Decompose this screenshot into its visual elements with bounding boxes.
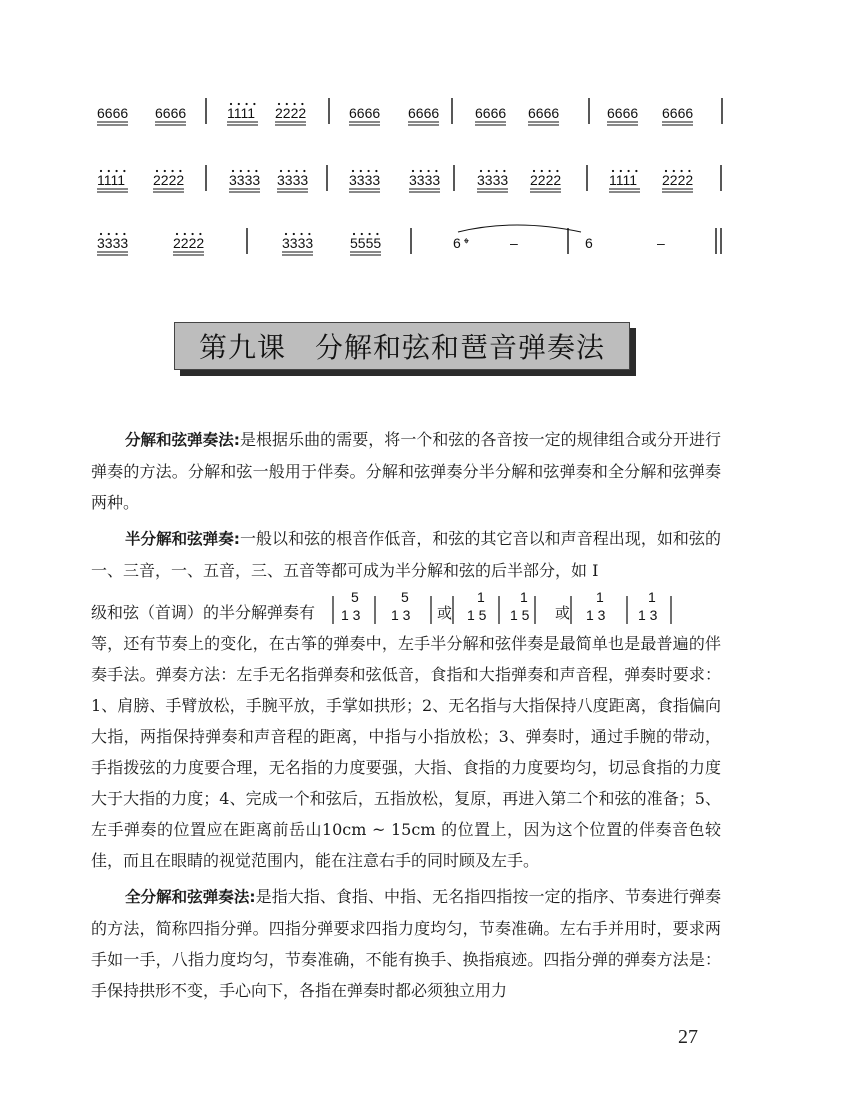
score-note: 6	[585, 235, 593, 251]
chord-bottom-notes: 1 3	[341, 607, 361, 623]
paragraph-text: 等，还有节奏上的变化，在古筝的弹奏中，左手半分解和弦伴奏是最简单也是最普遍的伴奏手法。弹奏方法：左手无名指弹奏和弦低音，食指和大指弹奏和声音程，弹奏时要求：1、肩膀、手臂放松，手腕平放，手掌如拱形；2、无名指与大指保持八度距离，食指偏向大指，两指保持弹奏和声音程的距离，中指与小指放松；3、弹奏时，通过手腕的带动，手指拨弦的力度要合理，无名指的力度要强，大指、食指的力度要均匀，切忌食指的力度大于大指的力度；4、完成一个和弦后，五指放松，复原，再进入第二个和弦的准备；5、左手弹奏的位置应在距离前岳山10cm ~ 15cm 的位置上，因为这个位置的伴奏音色较佳，而且在眼睛的视觉范围内，能在注意右手的同时顾及左手。	[91, 634, 721, 870]
score-note: 6	[453, 235, 461, 251]
score-note: 3333	[277, 172, 309, 188]
score-note: 3333	[229, 172, 261, 188]
score-note: 3333	[282, 235, 314, 251]
chord-example-label: 级和弦（首调）的半分解弹奏有	[91, 603, 316, 622]
octave-dot	[278, 103, 280, 105]
octave-dot	[255, 170, 257, 172]
octave-dot	[503, 170, 505, 172]
octave-dot	[428, 170, 430, 172]
octave-dot	[368, 170, 370, 172]
score-row	[97, 225, 721, 255]
score-row	[97, 165, 721, 192]
octave-dot	[681, 170, 683, 172]
octave-dot	[412, 170, 414, 172]
octave-dot	[612, 170, 614, 172]
paragraph-text: 一般以和弦的根音作低音，和弦的其它音以和声音程出现，如和弦的一、三音，一、五音，三、五音等都可成为半分解和弦的后半部分，如 I	[91, 529, 721, 580]
term-half-decomposed: 半分解和弦弹奏:	[125, 530, 240, 548]
score-note: 2222	[275, 105, 307, 121]
score-note: 6666	[408, 105, 440, 121]
octave-dot	[192, 233, 194, 235]
octave-dot	[240, 170, 242, 172]
score-note: 3333	[349, 172, 381, 188]
term-full-decomposed: 全分解和弦弹奏法:	[125, 888, 256, 906]
octave-dot	[100, 170, 102, 172]
score-svg	[0, 0, 850, 290]
octave-dot	[420, 170, 422, 172]
octave-dot	[238, 103, 240, 105]
or-label: 或	[555, 604, 571, 622]
octave-dot	[288, 170, 290, 172]
score-note: 6666	[662, 105, 694, 121]
chord-top-note: 5	[401, 589, 409, 605]
paragraph-half-decomposed	[91, 523, 721, 586]
score-note: 3333	[409, 172, 441, 188]
numbered-score	[0, 0, 850, 290]
octave-dot	[199, 233, 201, 235]
octave-dot	[376, 233, 378, 235]
octave-dot	[116, 233, 118, 235]
score-note: 1111	[97, 172, 126, 188]
octave-dot	[108, 170, 110, 172]
octave-dot	[123, 233, 125, 235]
tie-arc	[458, 225, 581, 232]
octave-dot	[360, 170, 362, 172]
chord-bottom-notes: 1 3	[638, 607, 658, 623]
octave-dot	[435, 170, 437, 172]
chord-top-note: 1	[477, 589, 485, 605]
term-decomposed-chord: 分解和弦弹奏法:	[125, 431, 240, 449]
octave-dot	[620, 170, 622, 172]
octave-dot	[230, 103, 232, 105]
chord-top-note: 5	[351, 589, 359, 605]
score-note: 2222	[530, 172, 562, 188]
accent-mark: 𝄌	[464, 235, 469, 251]
chord-top-note: 1	[520, 589, 528, 605]
octave-dot	[179, 170, 181, 172]
chord-bottom-notes: 1 3	[586, 607, 606, 623]
page-number: 27	[678, 1026, 698, 1048]
octave-dot	[301, 103, 303, 105]
chord-bottom-notes: 1 5	[467, 607, 487, 623]
score-note: 3333	[477, 172, 509, 188]
paragraph-half-decomposed-cont	[91, 628, 721, 876]
octave-dot	[253, 103, 255, 105]
octave-dot	[303, 170, 305, 172]
octave-dot	[184, 233, 186, 235]
lesson-title: 第九课 分解和弦和琶音弹奏法	[174, 322, 630, 370]
octave-dot	[352, 170, 354, 172]
octave-dot	[361, 233, 363, 235]
octave-dot	[100, 233, 102, 235]
dash-mark: –	[510, 235, 518, 251]
octave-dot	[232, 170, 234, 172]
octave-dot	[533, 170, 535, 172]
lesson-title-box	[174, 322, 630, 370]
octave-dot	[549, 170, 551, 172]
score-note: 2222	[662, 172, 694, 188]
octave-dot	[673, 170, 675, 172]
score-note: 6666	[155, 105, 187, 121]
octave-dot	[286, 103, 288, 105]
octave-dot	[496, 170, 498, 172]
octave-dot	[280, 170, 282, 172]
paragraph-decomposed-chord	[91, 424, 721, 518]
inline-chord-svg	[327, 586, 727, 630]
octave-dot	[353, 233, 355, 235]
chord-top-note: 1	[596, 589, 604, 605]
octave-dot	[369, 233, 371, 235]
score-note: 6666	[607, 105, 639, 121]
octave-dot	[108, 233, 110, 235]
octave-dot	[176, 233, 178, 235]
score-note: 3333	[97, 235, 129, 251]
score-note: 6666	[528, 105, 560, 121]
chord-bottom-notes: 1 5	[510, 607, 530, 623]
octave-dot	[164, 170, 166, 172]
paragraph-text: 是根据乐曲的需要，将一个和弦的各音按一定的规律组合或分开进行弹奏的方法。分解和弦一般用于伴奏。分解和弦弹奏分半分解和弦弹奏和全分解和弦弹奏两种。	[91, 430, 721, 512]
octave-dot	[294, 103, 296, 105]
score-note: 1111	[227, 105, 256, 121]
octave-dot	[172, 170, 174, 172]
octave-dot	[293, 233, 295, 235]
octave-dot	[488, 170, 490, 172]
octave-dot	[556, 170, 558, 172]
octave-dot	[635, 170, 637, 172]
score-note: 2222	[153, 172, 185, 188]
body-text	[91, 424, 721, 1011]
octave-dot	[541, 170, 543, 172]
octave-dot	[301, 233, 303, 235]
octave-dot	[375, 170, 377, 172]
octave-dot	[116, 170, 118, 172]
octave-dot	[246, 103, 248, 105]
score-row	[97, 98, 722, 125]
octave-dot	[296, 170, 298, 172]
octave-dot	[688, 170, 690, 172]
octave-dot	[480, 170, 482, 172]
octave-dot	[123, 170, 125, 172]
score-note: 1111	[609, 172, 638, 188]
score-note: 5555	[350, 235, 382, 251]
or-label: 或	[437, 604, 453, 622]
chord-top-note: 1	[648, 589, 656, 605]
score-note: 6666	[349, 105, 381, 121]
score-note: 6666	[475, 105, 507, 121]
inline-chord-examples	[91, 586, 721, 630]
score-note: 6666	[97, 105, 129, 121]
octave-dot	[308, 233, 310, 235]
chord-bottom-notes: 1 3	[391, 607, 411, 623]
octave-dot	[248, 170, 250, 172]
octave-dot	[628, 170, 630, 172]
paragraph-full-decomposed	[91, 881, 721, 1006]
octave-dot	[285, 233, 287, 235]
octave-dot	[156, 170, 158, 172]
octave-dot	[665, 170, 667, 172]
dash-mark: –	[657, 235, 665, 251]
score-note: 2222	[173, 235, 205, 251]
paragraph-text: 是指大指、食指、中指、无名指四指按一定的指序、节奏进行弹奏的方法，简称四指分弹。四指分弹要求四指力度均匀，节奏准确。左右手并用时，要求两手如一手，八指力度均匀，节奏准确，不能有换手、换指痕迹。四指分弹的弹奏方法是：手保持拱形不变，手心向下，各指在弹奏时都必须独立用力	[91, 887, 721, 1000]
